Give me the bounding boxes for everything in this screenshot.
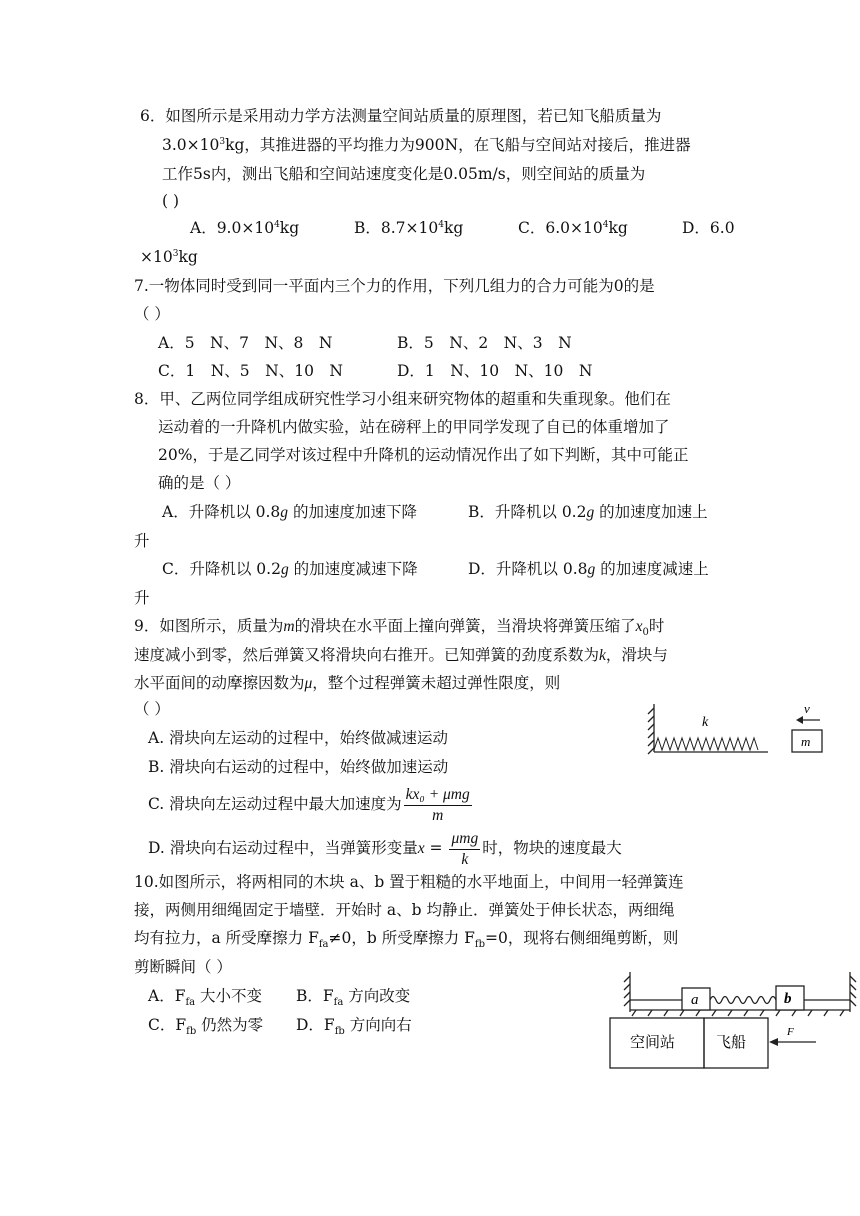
q9-fig-m-label: m <box>801 734 811 749</box>
q6-answer-blank: ( ) <box>162 192 180 210</box>
q10-spring <box>710 997 776 1004</box>
q9-option-b: B. 滑块向右运动的过程中，始终做加速运动 <box>148 758 449 776</box>
q9-option-d: D. 滑块向右运动过程中，当弹簧形变量x = $\frac{\text{μmg}}{k}$ 时，物块的速度最大 <box>148 829 622 868</box>
q8-stem-line2: 运动着的一升降机内做实验，站在磅秤上的甲同学发现了自已的体重增加了 <box>158 418 670 436</box>
q9-spring-block-figure <box>646 700 774 764</box>
q6-option-b: B．$8.7\times 10^4kg$ <box>354 219 464 237</box>
q6-option-a: A．$9.0\times 10^4kg$ <box>190 219 300 237</box>
q10-fig-a-label: a <box>691 992 699 1008</box>
q9-stem-line2: 速度减小到零，然后弹簧又将滑块向右推开。已知弹簧的劲度系数为k，滑块与 <box>134 646 668 664</box>
q9-stem-line3: 水平面间的动摩擦因数为μ，整个过程弹簧未超过弹性限度，则 <box>134 674 561 692</box>
q6-stem-line3: 工作5s内，测出飞船和空间站速度变化是0.05m/s，则空间站的质量为 <box>162 165 646 183</box>
q9-fig-k-label: k <box>702 715 709 730</box>
q10-left-wall <box>624 972 630 1012</box>
q8-option-b-cont: 升 <box>134 532 150 550</box>
q10-fig-ship-label: 飞船 <box>716 1035 747 1051</box>
q6-option-c: C．$6.0\times 10^4kg$ <box>518 219 628 237</box>
q7-option-d: D．1 N、10 N、10 N <box>397 362 593 380</box>
q9-block-figure <box>788 700 828 756</box>
q10-stem-line3: 均有拉力，a 所受摩擦力 $F_{fa}\ne 0$，b 所受摩擦力 $F_{fb}=0$，现将右侧细绳剪断，则 <box>134 929 679 951</box>
q9-stem-line1: 9．如图所示，质量为m的滑块在水平面上撞向弹簧，当滑块将弹簧压缩了$x_0$时 <box>134 617 665 639</box>
q9-option-a: A. 滑块向左运动的过程中，始终做减速运动 <box>148 729 449 747</box>
q9-option-d-fraction: $\frac{\text{μmg}}{k}$ <box>451 829 479 868</box>
q10-right-wall <box>850 972 856 1012</box>
q8-stem-line1: 8．甲、乙两位同学组成研究性学习小组来研究物体的超重和失重现象。他们在 <box>134 390 671 408</box>
q9-velocity-arrowhead <box>796 716 803 724</box>
q8-option-a: A．升降机以 0.8g 的加速度加速下降 <box>162 503 417 521</box>
q6-option-d: D．6.0 <box>682 219 735 237</box>
q10-blocks-figure <box>606 968 858 1072</box>
q10-option-d: D．$F_{fb}$ 方向向右 <box>296 1016 412 1038</box>
q7-stem: 7.一物体同时受到同一平面内三个力的作用，下列几组力的合力可能为0的是 <box>134 277 655 295</box>
q7-option-b: B．5 N、2 N、3 N <box>397 334 572 352</box>
q8-option-d-cont: 升 <box>134 589 150 607</box>
q10-fig-F-label: F <box>787 1026 794 1038</box>
q6-stem-line2: $3.0\times 10^3kg$，其推进器的平均推力为900N，在飞船与空间站对接后，推进器 <box>162 136 691 154</box>
q10-stem-line1: 10.如图所示，将两相同的木块 a、b 置于粗糙的水平地面上，中间用一轻弹簧连 <box>134 873 684 891</box>
q9-spring <box>654 738 758 750</box>
q7-answer-blank: （ ） <box>134 305 170 323</box>
q9-option-c: C. 滑块向左运动过程中最大加速度为 $\frac{\text{kx₀ + μmg}}{m}$ <box>148 785 470 824</box>
q10-option-a: A．$F_{fa}$ 大小不变 <box>148 987 263 1009</box>
q10-stem-line2: 接，两侧用细绳固定于墙壁．开始时 a、b 均静止．弹簧处于伸长状态，两细绳 <box>134 901 675 919</box>
q10-force-arrowhead <box>769 1038 778 1046</box>
q6-option-d-cont: $\times 10^3kg$ <box>140 248 198 266</box>
q8-stem-line3: 20%，于是乙同学对该过程中升降机的运动情况作出了如下判断，其中可能正 <box>158 446 689 464</box>
q10-ground <box>630 1010 850 1016</box>
q8-option-d: D．升降机以 0.8g 的加速度减速上 <box>468 560 709 578</box>
q6-stem-line1: 6．如图所示是采用动力学方法测量空间站质量的原理图，若已知飞船质量为 <box>140 107 662 125</box>
q9-option-c-fraction: $\frac{\text{kx₀ + μmg}}{m}$ <box>405 785 470 824</box>
q9-answer-blank: （ ） <box>134 700 170 718</box>
q10-fig-station-label: 空间站 <box>630 1035 676 1051</box>
q10-stem-line4: 剪断瞬间（ ） <box>134 958 232 976</box>
q10-option-b: B．$F_{fa}$ 方向改变 <box>296 987 411 1009</box>
q10-option-c: C．$F_{fb}$ 仍然为零 <box>148 1016 264 1038</box>
q7-option-a: A．5 N、7 N、8 N <box>158 334 333 352</box>
q9-fig-v-label: v <box>804 701 810 716</box>
q10-fig-b-label: b <box>784 991 792 1007</box>
q7-option-c: C．1 N、5 N、10 N <box>158 362 343 380</box>
q8-option-b: B．升降机以 0.2g 的加速度加速上 <box>468 503 708 521</box>
q8-option-c: C．升降机以 0.2g 的加速度减速下降 <box>162 560 418 578</box>
q8-stem-line4: 确的是（ ） <box>158 474 241 492</box>
